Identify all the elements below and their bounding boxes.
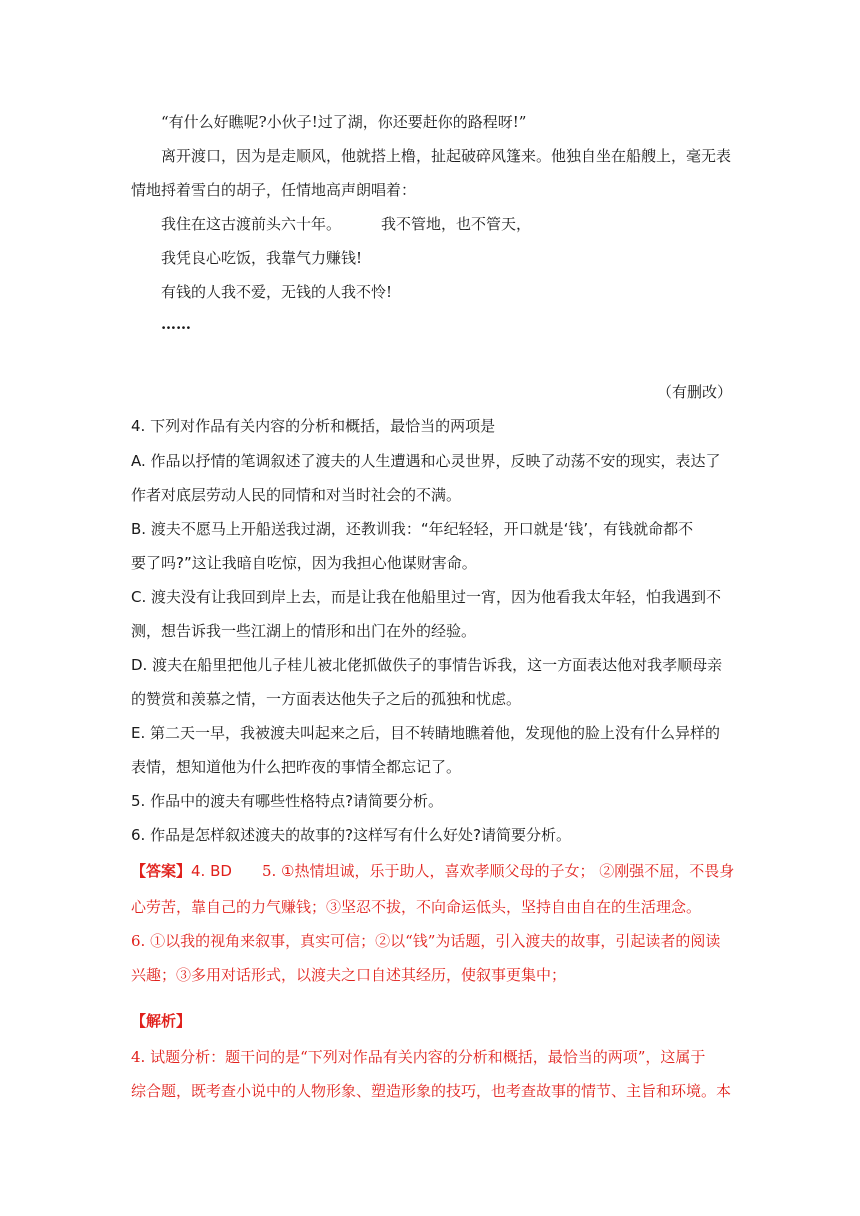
option-e-line-2: 表情，想知道他为什么把昨夜的事情全都忘记了。 xyxy=(131,758,462,776)
answer-q4: 4. BD xyxy=(191,862,232,880)
question-5: 5. 作品中的渡夫有哪些性格特点?请简要分析。 xyxy=(131,792,444,810)
option-c-line-1: C. 渡夫没有让我回到岸上去，而是让我在他船里过一宵，因为他看我太年轻，怕我遇到不 xyxy=(131,588,722,606)
answer-q5-line-1: 5. ①热情坦诚，乐于助人，喜欢孝顺父母的子女； ②刚强不屈，不畏身 xyxy=(261,862,735,880)
option-c-line-2: 测，想告诉我一些江湖上的情形和出门在外的经验。 xyxy=(131,622,477,640)
poem-line-1 xyxy=(131,214,761,234)
story-dialogue: “有什么好瞧呢?小伙子!过了湖，你还要赶你的路程呀!” xyxy=(161,113,527,131)
option-a-line-1: A. 作品以抒情的笔调叙述了渡夫的人生遭遇和心灵世界，反映了动荡不安的现实，表达了 xyxy=(131,452,721,470)
question-6: 6. 作品是怎样叙述渡夫的故事的?这样写有什么好处?请简要分析。 xyxy=(131,826,572,844)
option-d-line-1: D. 渡夫在船里把他儿子桂儿被北佬抓做佚子的事情告诉我，这一方面表达他对我孝顺母亲 xyxy=(131,656,723,674)
revision-note: （有删改） xyxy=(656,383,732,401)
answer-line-1 xyxy=(131,861,735,881)
analysis-line-2: 综合题，既考查小说中的人物形象、塑造形象的技巧，也考查故事的情节、主旨和环境。本 xyxy=(131,1082,732,1100)
poem-line-2: 我凭良心吃饭，我靠气力赚钱! xyxy=(161,249,363,267)
option-b-line-1: B. 渡夫不愿马上开船送我过湖，还教训我：“年纪轻轻，开口就是‘钱’，有钱就命都不 xyxy=(131,520,694,538)
option-a-line-2: 作者对底层劳动人民的同情和对当时社会的不满。 xyxy=(131,486,462,504)
answer-q6-line-1: 6. ①以我的视角来叙事，真实可信；②以“钱”为话题，引入渡夫的故事，引起读者的阅读 xyxy=(131,932,721,950)
option-d-line-2: 的赞赏和羡慕之情，一方面表达他失子之后的孤独和忧虑。 xyxy=(131,690,522,708)
option-e-line-1: E. 第二天一早，我被渡夫叫起来之后，目不转睛地瞧着他，发现他的脸上没有什么异样的 xyxy=(131,724,721,742)
option-b-line-2: 要了吗?”这让我暗自吃惊，因为我担心他谋财害命。 xyxy=(131,554,477,572)
answer-q5-line-2: 心劳苦，靠自己的力气赚钱；③坚忍不拔，不向命运低头，坚持自由自在的生活理念。 xyxy=(131,898,702,916)
answer-label: 【答案】 xyxy=(131,862,192,880)
poem-line-3: 有钱的人我不爱，无钱的人我不怜! xyxy=(161,283,393,301)
poem-line-1b: 我不管地，也不管天， xyxy=(381,215,532,233)
question-4-stem: 4. 下列对作品有关内容的分析和概括，最恰当的两项是 xyxy=(131,417,496,435)
story-paragraph-line-1: 离开渡口，因为是走顺风，他就搭上橹，扯起破碎风篷来。他独自坐在船艘上，毫无表 xyxy=(161,147,732,165)
poem-ellipsis: …… xyxy=(161,315,191,333)
answer-q6-line-2: 兴趣；③多用对话形式，以渡夫之口自述其经历，使叙事更集中； xyxy=(131,966,567,984)
analysis-line-1: 4. 试题分析：题干问的是“下列对作品有关内容的分析和概括，最恰当的两项”，这属于 xyxy=(131,1048,706,1066)
story-paragraph-line-2: 情地捋着雪白的胡子，任情地高声朗唱着： xyxy=(131,181,417,199)
poem-line-1a: 我住在这古渡前头六十年。 xyxy=(161,215,342,233)
analysis-label: 【解析】 xyxy=(131,1012,192,1030)
